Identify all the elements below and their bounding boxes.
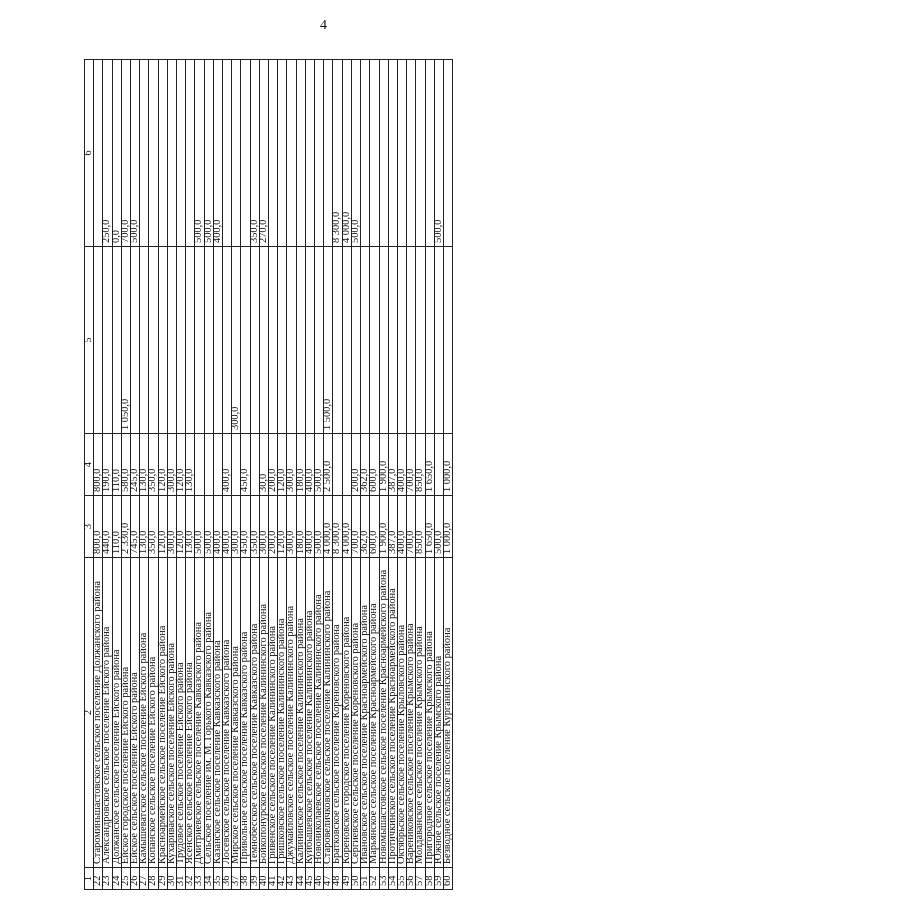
settlement-name: Сергиевское сельское поселение Кореновского района (351, 558, 360, 868)
total-amount: 300,0 (232, 496, 241, 558)
row-number: 40 (259, 868, 268, 890)
total-amount: 180,0 (296, 496, 305, 558)
amount-col-4: 300,0 (167, 434, 176, 496)
row-number: 47 (324, 868, 333, 890)
total-amount: 745,0 (131, 496, 140, 558)
settlement-name: Александровское сельское поселение Ейского района (103, 558, 112, 868)
amount-col-6 (296, 60, 305, 247)
row-number: 35 (213, 868, 222, 890)
amount-col-6 (223, 60, 232, 247)
amount-col-6 (158, 60, 167, 247)
settlement-name: Кореновское городское поселение Кореновского района (342, 558, 351, 868)
amount-col-5 (305, 247, 314, 434)
row-number: 29 (158, 868, 167, 890)
amount-col-4: 850,0 (416, 434, 425, 496)
amount-col-5 (443, 247, 452, 434)
total-amount: 387,0 (388, 496, 397, 558)
total-amount: 4 000,0 (342, 496, 351, 558)
settlement-name: Калининское сельское поселение Калининского района (296, 558, 305, 868)
amount-col-6 (140, 60, 149, 247)
amount-col-6 (361, 60, 370, 247)
amount-col-4: 130,0 (186, 434, 195, 496)
total-amount: 500,0 (204, 496, 213, 558)
row-number: 38 (241, 868, 250, 890)
page-number: 4 (320, 18, 327, 33)
amount-col-5: 1 050,0 (121, 247, 130, 434)
amount-col-4: 200,0 (269, 434, 278, 496)
total-amount: 4 000,0 (324, 496, 333, 558)
amount-col-5 (94, 247, 103, 434)
settlement-name: Джумайловское сельское поселение Калининского района (287, 558, 296, 868)
settlement-name: Новомышастовское сельское поселение Красноармейского района (379, 558, 388, 868)
settlement-name: Ейское городское поселение Ейского района (121, 558, 130, 868)
amount-col-4: 400,0 (223, 434, 232, 496)
row-number: 25 (121, 868, 130, 890)
total-amount: 300,0 (167, 496, 176, 558)
row-number: 57 (416, 868, 425, 890)
amount-col-5 (195, 247, 204, 434)
amount-col-4: 400,0 (305, 434, 314, 496)
table-body (85, 60, 453, 890)
total-amount: 450,0 (241, 496, 250, 558)
amount-col-4: 1 900,0 (379, 434, 388, 496)
row-number: 50 (351, 868, 360, 890)
amount-col-6: 8 300,0 (333, 60, 342, 247)
row-number: 24 (112, 868, 121, 890)
amount-col-5 (388, 247, 397, 434)
amount-col-4: 120,0 (177, 434, 186, 496)
amount-col-4: 580,0 (121, 434, 130, 496)
settlement-name: Молдаванское сельское поселение Крымского района (416, 558, 425, 868)
total-amount: 1 650,0 (425, 496, 434, 558)
total-amount: 300,0 (287, 496, 296, 558)
amount-col-4: 120,0 (158, 434, 167, 496)
total-amount: 700,0 (407, 496, 416, 558)
row-number: 26 (131, 868, 140, 890)
total-amount: 400,0 (223, 496, 232, 558)
row-number: 43 (287, 868, 296, 890)
budget-table (84, 59, 453, 890)
amount-col-5 (351, 247, 360, 434)
amount-col-4: 200,0 (351, 434, 360, 496)
total-amount: 130,0 (186, 496, 195, 558)
header-cell: 5 (85, 247, 94, 434)
amount-col-6 (186, 60, 195, 247)
settlement-name: Дмитриевское сельское поселение Кавказского района (195, 558, 204, 868)
amount-col-5 (425, 247, 434, 434)
amount-col-4: 30,0 (259, 434, 268, 496)
amount-col-6 (94, 60, 103, 247)
amount-col-6: 500,0 (204, 60, 213, 247)
amount-col-5 (397, 247, 406, 434)
amount-col-5 (103, 247, 112, 434)
total-amount: 200,0 (269, 496, 278, 558)
amount-col-5: 300,0 (232, 247, 241, 434)
amount-col-6: 4 000,0 (342, 60, 351, 247)
amount-col-4: 600,0 (370, 434, 379, 496)
amount-col-5 (158, 247, 167, 434)
amount-col-5 (370, 247, 379, 434)
total-amount: 400,0 (305, 496, 314, 558)
total-amount: 8 300,0 (333, 496, 342, 558)
amount-col-6 (315, 60, 324, 247)
total-amount: 800,0 (94, 496, 103, 558)
settlement-name: Куйбышевское сельское поселение Калининского района (305, 558, 314, 868)
amount-col-6: 350,0 (250, 60, 259, 247)
header-cell: 1 (85, 868, 94, 890)
row-number: 30 (167, 868, 176, 890)
amount-col-4: 700,0 (407, 434, 416, 496)
row-number: 31 (177, 868, 186, 890)
settlement-name: Ясенское сельское поселение Ейского района (186, 558, 195, 868)
row-number: 56 (407, 868, 416, 890)
amount-col-5 (407, 247, 416, 434)
amount-col-6: 250,0 (103, 60, 112, 247)
settlement-name: Гришковское сельское поселение Калининского района (278, 558, 287, 868)
settlement-name: Октябрьское сельское поселение Крыловского района (397, 558, 406, 868)
amount-col-6: 500,0 (351, 60, 360, 247)
total-amount: 400,0 (213, 496, 222, 558)
settlement-name: Ейское сельское поселение Ейского района (131, 558, 140, 868)
total-amount: 350,0 (149, 496, 158, 558)
amount-col-4 (204, 434, 213, 496)
total-amount: 300,0 (259, 496, 268, 558)
amount-col-5 (333, 247, 342, 434)
settlement-name: Безводное сельское поселение Курганинского района (443, 558, 452, 868)
settlement-name: Бойкопонурское сельское поселение Калининского района (259, 558, 268, 868)
settlement-name: Варениковское сельское поселение Крымского района (407, 558, 416, 868)
amount-col-5 (278, 247, 287, 434)
row-number: 41 (269, 868, 278, 890)
row-number: 53 (379, 868, 388, 890)
amount-col-4: 245,0 (131, 434, 140, 496)
total-amount: 1 900,0 (379, 496, 388, 558)
amount-col-6: 270,0 (259, 60, 268, 247)
amount-col-5 (186, 247, 195, 434)
amount-col-5 (241, 247, 250, 434)
settlement-name: Пригородное сельское поселение Крымского района (425, 558, 434, 868)
total-amount: 500,0 (315, 496, 324, 558)
total-amount: 350,0 (250, 496, 259, 558)
amount-col-6: 0,0 (112, 60, 121, 247)
settlement-name: Мирское сельское поселение Кавказского района (232, 558, 241, 868)
rotated-table-container (83, 150, 914, 890)
amount-col-4: 2 500,0 (324, 434, 333, 496)
row-number: 34 (204, 868, 213, 890)
row-number: 49 (342, 868, 351, 890)
settlement-name: Темнобесское сельское поселение Кавказского района (250, 558, 259, 868)
row-number: 33 (195, 868, 204, 890)
settlement-name: Южное сельское поселение Крымского района (434, 558, 443, 868)
settlement-name: Привольное сельское поселение Кавказского района (241, 558, 250, 868)
amount-col-6 (149, 60, 158, 247)
row-number: 54 (388, 868, 397, 890)
settlement-name: Новониколаевское сельское поселение Калининского района (315, 558, 324, 868)
amount-col-5 (259, 247, 268, 434)
amount-col-6 (425, 60, 434, 247)
amount-col-4: 130,0 (140, 434, 149, 496)
header-cell: 6 (85, 60, 94, 247)
row-number: 36 (223, 868, 232, 890)
total-amount: 110,0 (112, 496, 121, 558)
settlement-name: Гривенское сельское поселение Калининского района (269, 558, 278, 868)
amount-col-6 (287, 60, 296, 247)
amount-col-5 (131, 247, 140, 434)
settlement-name: Должанское сельское поселение Ейского района (112, 558, 121, 868)
amount-col-5 (140, 247, 149, 434)
settlement-name: Сельское поселение им. М. Горького Кавказского района (204, 558, 213, 868)
total-amount: 120,0 (177, 496, 186, 558)
amount-col-4 (195, 434, 204, 496)
amount-col-4: 350,0 (149, 434, 158, 496)
amount-col-5 (269, 247, 278, 434)
amount-col-6 (305, 60, 314, 247)
amount-col-6: 400,0 (213, 60, 222, 247)
amount-col-5 (296, 247, 305, 434)
header-cell: 2 (85, 558, 94, 868)
amount-col-4: 387,0 (388, 434, 397, 496)
settlement-name: Кухариваское сельское поселение Ейского района (167, 558, 176, 868)
amount-col-5 (379, 247, 388, 434)
amount-col-4 (333, 434, 342, 496)
amount-col-6 (370, 60, 379, 247)
amount-col-6 (241, 60, 250, 247)
amount-col-6: 500,0 (131, 60, 140, 247)
total-amount: 2 330,0 (121, 496, 130, 558)
total-amount: 850,0 (416, 496, 425, 558)
settlement-name: Камышеватское сельское поселение Ейского района (140, 558, 149, 868)
amount-col-4: 500,0 (315, 434, 324, 496)
amount-col-5 (250, 247, 259, 434)
amount-col-5 (361, 247, 370, 434)
settlement-name: Марьянское сельское поселение Красноармейского района (370, 558, 379, 868)
row-number: 52 (370, 868, 379, 890)
row-number: 42 (278, 868, 287, 890)
amount-col-6 (379, 60, 388, 247)
header-cell: 4 (85, 434, 94, 496)
amount-col-4: 300,0 (287, 434, 296, 496)
row-number: 44 (296, 868, 305, 890)
row-number: 39 (250, 868, 259, 890)
amount-col-6 (443, 60, 452, 247)
amount-col-4: 800,0 (94, 434, 103, 496)
total-amount: 440,0 (103, 496, 112, 558)
amount-col-4: 180,0 (296, 434, 305, 496)
row-number: 32 (186, 868, 195, 890)
settlement-name: Протичкинское сельское поселение Красноармейского района (388, 558, 397, 868)
settlement-name: Ивановское сельское поселение Красноармейского района (361, 558, 370, 868)
settlement-name: Лосевское сельское поселение Кавказского района (223, 558, 232, 868)
row-number: 60 (443, 868, 452, 890)
row-number: 28 (149, 868, 158, 890)
row-number: 27 (140, 868, 149, 890)
amount-col-5 (213, 247, 222, 434)
amount-col-6 (177, 60, 186, 247)
row-number: 58 (425, 868, 434, 890)
amount-col-4: 190,0 (103, 434, 112, 496)
row-number: 48 (333, 868, 342, 890)
total-amount: 130,0 (140, 496, 149, 558)
row-number: 46 (315, 868, 324, 890)
row-number: 45 (305, 868, 314, 890)
amount-col-6: 500,0 (195, 60, 204, 247)
settlement-name: Старовеличковское сельское поселение Калининского района (324, 558, 333, 868)
amount-col-6 (269, 60, 278, 247)
header-cell: 3 (85, 496, 94, 558)
amount-col-5 (177, 247, 186, 434)
amount-col-4: 110,0 (112, 434, 121, 496)
row-number: 22 (94, 868, 103, 890)
total-amount: 500,0 (434, 496, 443, 558)
amount-col-4: 1 650,0 (425, 434, 434, 496)
amount-col-6 (388, 60, 397, 247)
amount-col-4: 450,0 (241, 434, 250, 496)
amount-col-6 (397, 60, 406, 247)
settlement-name: Казанское сельское поселение Кавказского района (213, 558, 222, 868)
total-amount: 120,0 (158, 496, 167, 558)
row-number: 51 (361, 868, 370, 890)
row-number: 55 (397, 868, 406, 890)
amount-col-5 (287, 247, 296, 434)
amount-col-6: 500,0 (434, 60, 443, 247)
amount-col-4: 120,0 (278, 434, 287, 496)
table-row (443, 60, 452, 890)
amount-col-5 (149, 247, 158, 434)
amount-col-6 (278, 60, 287, 247)
settlement-name: Красноармейское сельское поселение Ейского района (158, 558, 167, 868)
amount-col-4: 362,0 (361, 434, 370, 496)
total-amount: 400,0 (397, 496, 406, 558)
settlement-name: Копанское сельское поселение Ейского района (149, 558, 158, 868)
amount-col-6 (232, 60, 241, 247)
total-amount: 120,0 (278, 496, 287, 558)
amount-col-5 (434, 247, 443, 434)
amount-col-6 (416, 60, 425, 247)
settlement-name: Трудовое сельское поселение Ейского района (177, 558, 186, 868)
amount-col-4: 400,0 (397, 434, 406, 496)
row-number: 23 (103, 868, 112, 890)
amount-col-5 (342, 247, 351, 434)
settlement-name: Братковское сельское поселение Кореновского района (333, 558, 342, 868)
total-amount: 700,0 (351, 496, 360, 558)
amount-col-5 (223, 247, 232, 434)
amount-col-5 (167, 247, 176, 434)
amount-col-6: 700,0 (121, 60, 130, 247)
row-number: 37 (232, 868, 241, 890)
total-amount: 600,0 (370, 496, 379, 558)
total-amount: 1 000,0 (443, 496, 452, 558)
amount-col-4: 1 000,0 (443, 434, 452, 496)
amount-col-6 (167, 60, 176, 247)
total-amount: 362,0 (361, 496, 370, 558)
amount-col-5 (416, 247, 425, 434)
total-amount: 500,0 (195, 496, 204, 558)
amount-col-5: 1 500,0 (324, 247, 333, 434)
settlement-name: Староминьшастовское сельское поселение Должанского района (94, 558, 103, 868)
row-number: 59 (434, 868, 443, 890)
amount-col-6 (407, 60, 416, 247)
amount-col-5 (204, 247, 213, 434)
